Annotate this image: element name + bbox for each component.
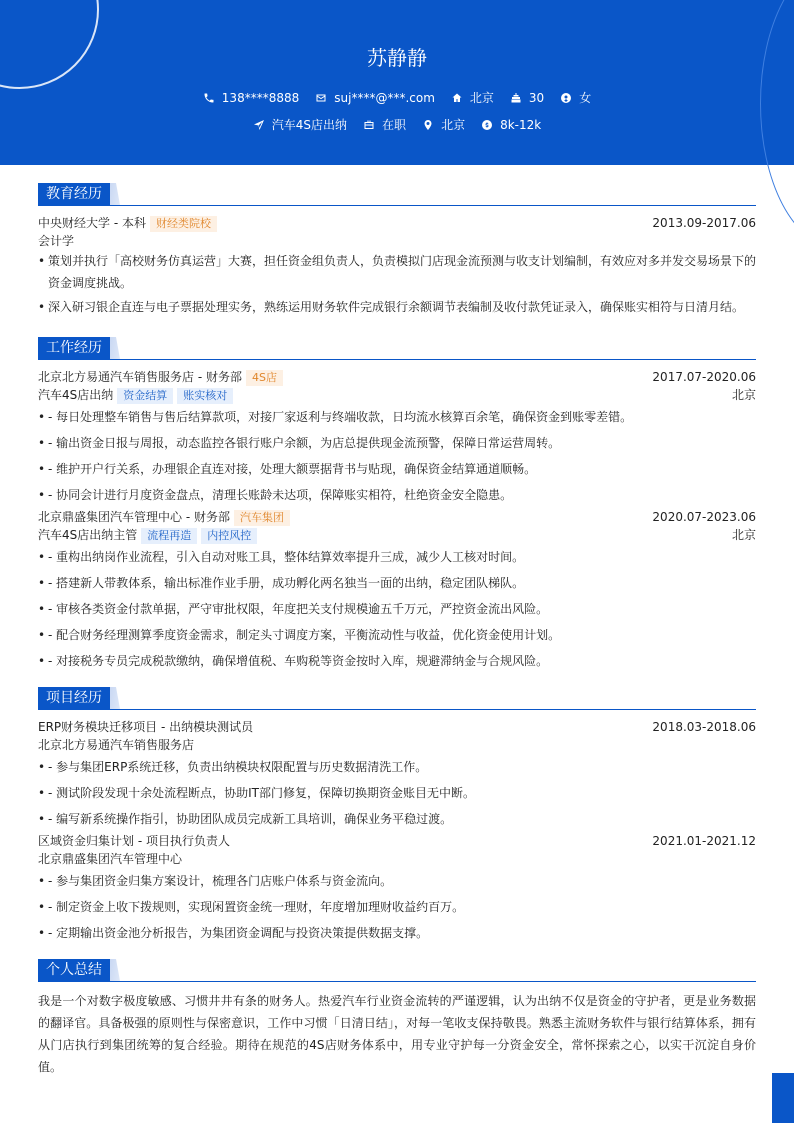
heading-tail-decoration [110, 959, 120, 981]
cake-icon [510, 92, 522, 104]
project-bullets [38, 868, 756, 946]
resume-header [0, 0, 794, 165]
list-item: • - 参与集团资金归集方案设计，梳理各门店账户体系与资金流向。 [38, 868, 756, 894]
work-city: 北京 [731, 528, 756, 542]
send-icon [253, 119, 265, 131]
salary-text: 8k-12k [500, 117, 542, 132]
company-name: 北京鼎盛集团汽车管理中心 - 财务部 [38, 510, 230, 524]
status-text: 在职 [382, 118, 407, 132]
target-city-text: 北京 [441, 118, 466, 132]
home-icon [451, 92, 463, 104]
project-bullets [38, 754, 756, 832]
age-item [510, 91, 544, 105]
skill-tag: 资金结算 [117, 388, 173, 404]
list-item: • 深入研习银企直连与电子票据处理实务，熟练运用财务软件完成银行余额调节表编制及收付款凭证录入，确保账实相符与日清月结。 [38, 294, 756, 320]
heading-tail-decoration [110, 183, 120, 205]
email-icon [315, 92, 327, 104]
work-entry-header [38, 368, 756, 386]
target-job-item [253, 116, 347, 133]
work-role-line [38, 386, 756, 404]
section-title-summary: 个人总结 [38, 959, 110, 981]
list-item: • - 编写新系统操作指引，协助团队成员完成新工具培训，确保业务平稳过渡。 [38, 806, 756, 832]
target-city-item [422, 116, 465, 133]
work-bullets [38, 404, 756, 508]
candidate-name: 苏静静 [367, 46, 427, 70]
phone-text: 138****8888 [221, 90, 300, 105]
skill-tag: 内控风控 [201, 528, 257, 544]
gender-item [560, 89, 591, 106]
skill-tag: 账实核对 [177, 388, 233, 404]
school-tag: 财经类院校 [150, 216, 217, 232]
section-title-work: 工作经历 [38, 337, 110, 359]
list-item: • - 参与集团ERP系统迁移，负责出纳模块权限配置与历史数据清洗工作。 [38, 754, 756, 780]
gender-icon [560, 92, 572, 104]
education-bullets [38, 250, 756, 320]
job-intent-row [0, 116, 794, 133]
list-item: • - 输出资金日报与周报，动态监控各银行账户余额，为店总提供现金流预警，保障日常运营周转。 [38, 430, 756, 456]
school-name: 中央财经大学 - 本科 [38, 216, 146, 230]
section-heading [38, 337, 756, 360]
section-title-projects: 项目经历 [38, 687, 110, 709]
city-item [451, 89, 494, 106]
work-period: 2020.07-2023.06 [652, 510, 756, 524]
project-org: 北京北方易通汽车销售服务店 [38, 738, 195, 752]
list-item: • - 审核各类资金付款单据，严守审批权限，年度把关支付规模逾五千万元，严控资金流出风险。 [38, 596, 756, 622]
project-header [38, 718, 756, 736]
heading-tail-decoration [110, 337, 120, 359]
list-item: • - 定期输出资金池分析报告，为集团资金调配与投资决策提供数据支撑。 [38, 920, 756, 946]
phone-item [203, 91, 299, 105]
project-org: 北京鼎盛集团汽车管理中心 [38, 852, 183, 866]
location-pin-icon [422, 119, 434, 131]
projects-section [38, 687, 756, 946]
education-period: 2013.09-2017.06 [652, 216, 756, 230]
briefcase-icon [363, 119, 375, 131]
project-title: ERP财务模块迁移项目 - 出纳模块测试员 [38, 720, 254, 734]
contact-row [0, 89, 794, 106]
education-header [38, 214, 756, 232]
heading-tail-decoration [110, 687, 120, 709]
job-title: 汽车4S店出纳 [38, 388, 114, 402]
section-heading [38, 183, 756, 206]
list-item: • - 制定资金上收下拨规则，实现闲置资金统一理财，年度增加理财收益约百万。 [38, 894, 756, 920]
target-job-text: 汽车4S店出纳 [271, 118, 348, 132]
age-text: 30 [528, 90, 545, 105]
summary-text: 我是一个对数字极度敏感、习惯井井有条的财务人。热爱汽车行业资金流转的严谨逻辑，认为出纳不仅是资金的守护者，更是业务数据的翻译官。具备极强的原则性与保密意识，工作中习惯「日清日结」，对每一笔收支保持敬畏。熟悉主流财务软件与银行结算体系，拥有从门店执行到集团统筹的复合经验。期待在规范的4S店财务体系中，用专业守护每一分资金安全，常怀探索之心，以实干沉淀自身价值。 [38, 994, 756, 1074]
project-period: 2021.01-2021.12 [652, 834, 756, 848]
summary-section [38, 959, 756, 1078]
work-bullets [38, 544, 756, 674]
company-name: 北京北方易通汽车销售服务店 - 财务部 [38, 370, 242, 384]
list-item: • - 重构出纳岗作业流程，引入自动对账工具，整体结算效率提升三成，减少人工核对时间。 [38, 544, 756, 570]
list-item: • - 每日处理整车销售与售后结算款项，对接厂家返利与终端收款，日均流水核算百余笔，确保资金到账零差错。 [38, 404, 756, 430]
work-period: 2017.07-2020.06 [652, 370, 756, 384]
list-item: • - 维护开户行关系，办理银企直连对接，处理大额票据背书与贴现，确保资金结算通道顺畅。 [38, 456, 756, 482]
company-tag: 4S店 [246, 370, 283, 386]
skill-tag: 流程再造 [141, 528, 197, 544]
project-header [38, 832, 756, 850]
list-item: • - 测试阶段发现十余处流程断点，协助IT部门修复，保障切换期资金账目无中断。 [38, 780, 756, 806]
section-heading [38, 959, 756, 982]
project-period: 2018.03-2018.06 [652, 720, 756, 734]
city-text: 北京 [469, 91, 494, 105]
list-item: • - 对接税务专员完成税款缴纳，确保增值税、车购税等资金按时入库，规避滞纳金与合规风险。 [38, 648, 756, 674]
work-section [38, 337, 756, 674]
corner-decoration [772, 1073, 794, 1123]
money-icon [481, 119, 493, 131]
status-item [363, 116, 406, 133]
job-title: 汽车4S店出纳主管 [38, 528, 138, 542]
list-item: • - 配合财务经理测算季度资金需求，制定头寸调度方案，平衡流动性与收益，优化资金使用计划。 [38, 622, 756, 648]
major: 会计学 [38, 234, 75, 248]
list-item: • - 搭建新人带教体系，输出标准作业手册，成功孵化两名独当一面的出纳，稳定团队梯队。 [38, 570, 756, 596]
salary-item [481, 118, 541, 132]
work-role-line [38, 526, 756, 544]
work-entry-header [38, 508, 756, 526]
company-tag: 汽车集团 [234, 510, 290, 526]
section-title-education: 教育经历 [38, 183, 110, 205]
email-text: suj****@***.com [334, 90, 435, 105]
list-item: • - 协同会计进行月度资金盘点，清理长账龄未达项，保障账实相符，杜绝资金安全隐患。 [38, 482, 756, 508]
project-title: 区域资金归集计划 - 项目执行负责人 [38, 834, 230, 848]
email-item [315, 91, 435, 105]
section-heading [38, 687, 756, 710]
work-city: 北京 [731, 388, 756, 402]
list-item: • 策划并执行「高校财务仿真运营」大赛，担任资金组负责人，负责模拟门店现金流预测与收支计划编制，有效应对多并发交易场景下的资金调度挑战。 [38, 250, 756, 294]
education-section [38, 183, 756, 320]
gender-text: 女 [579, 91, 592, 105]
phone-icon [203, 92, 215, 104]
